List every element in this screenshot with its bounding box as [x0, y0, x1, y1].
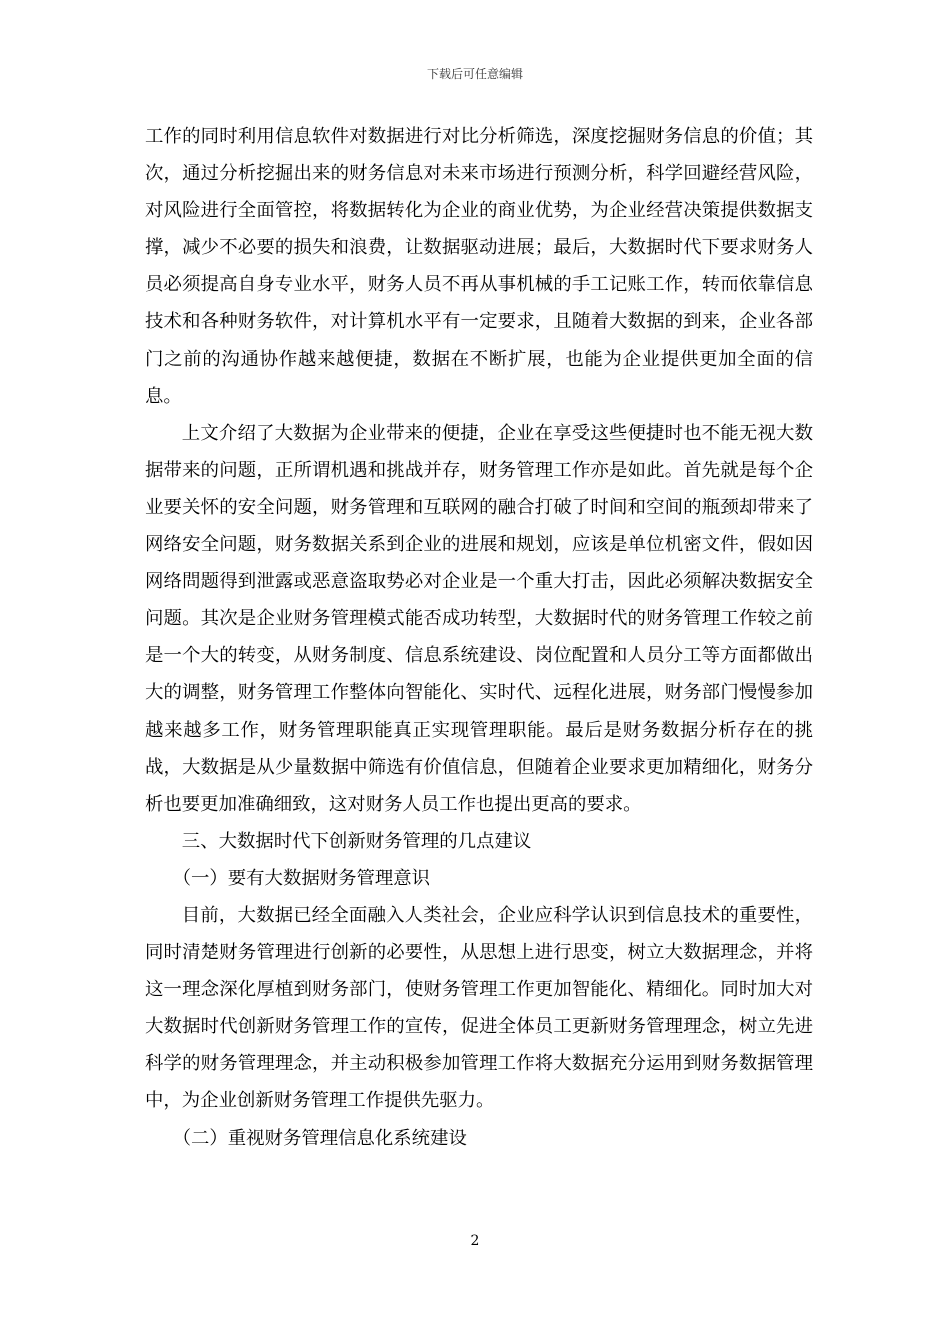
page-number: 2 [470, 1233, 480, 1249]
paragraph-awareness: 目前，大数据已经全面融入人类社会，企业应科学认识到信息技术的重要性，同时清楚财务管理进行创新的必要性，从思想上进行思变，树立大数据理念，并将这一理念深化厚植到财务部门，使财务管理工作更加智能化、精细化。同时加大对大数据时代创新财务管理工作的宣传，促进全体员工更新财务管理理念，树立先进科学的财务管理理念，并主动积极参加管理工作将大数据充分运用到财务数据管理中，为企业创新财务管理工作提供先驱力。 [145, 904, 813, 1112]
subsection-heading-informatization: （二）重视财务管理信息化系统建设 [172, 1127, 467, 1149]
paragraph-challenges: 上文介绍了大数据为企业带来的便捷，企业在享受这些便捷时也不能无视大数据带来的问题，正所谓机遇和挑战并存，财务管理工作亦是如此。首先就是每个企业要关怀的安全问题，财务管理和互联网的融合打破了时间和空间的瓶颈却带来了网络安全问题，财务数据关系到企业的进展和规划，应该是单位机密文件，假如因网络問题得到泄露或恶意盗取势必对企业是一个重大打击，因此必须解决数据安全问题。其次是企业财务管理模式能否成功转型，大数据时代的财务管理工作较之前是一个大的转变，从财务制度、信息系统建设、岗位配置和人员分工等方面都做出大的调整，财务管理工作整体向智能化、实时代、远程化进展，财务部门慢慢参加越来越多工作，财务管理职能真正实现管理职能。最后是财务数据分析存在的挑战，大数据是从少量数据中筛选有价值信息，但随着企业要求更加精细化，财务分析也要更加准确细致，这对财务人员工作也提出更高的要求。 [145, 422, 813, 815]
subsection-heading-awareness: （一）要有大数据财务管理意识 [172, 867, 431, 889]
section-heading-suggestions: 三、大数据时代下创新财务管理的几点建议 [181, 830, 532, 852]
paragraph-continuation: 工作的同时利用信息软件对数据进行对比分析筛选，深度挖掘财务信息的价值；其次，通过分析挖掘出来的财务信息对未来市场进行预测分析，科学回避经营风险，对风险进行全面管控，将数据转化为企业的商业优势，为企业经营决策提供数据支撑，减少不必要的损失和浪费，让数据驱动进展；最后，大数据时代下要求财务人员必须提高自身专业水平，财务人员不再从事机械的手工记账工作，转而依靠信息技术和各种财务软件，对计算机水平有一定要求，且随着大数据的到来，企业各部门之前的沟通协作越来越便捷，数据在不断扩展，也能为企业提供更加全面的信息。 [145, 126, 813, 407]
header-editable-note: 下载后可任意编辑 [426, 67, 523, 81]
document-body [145, 118, 813, 1157]
